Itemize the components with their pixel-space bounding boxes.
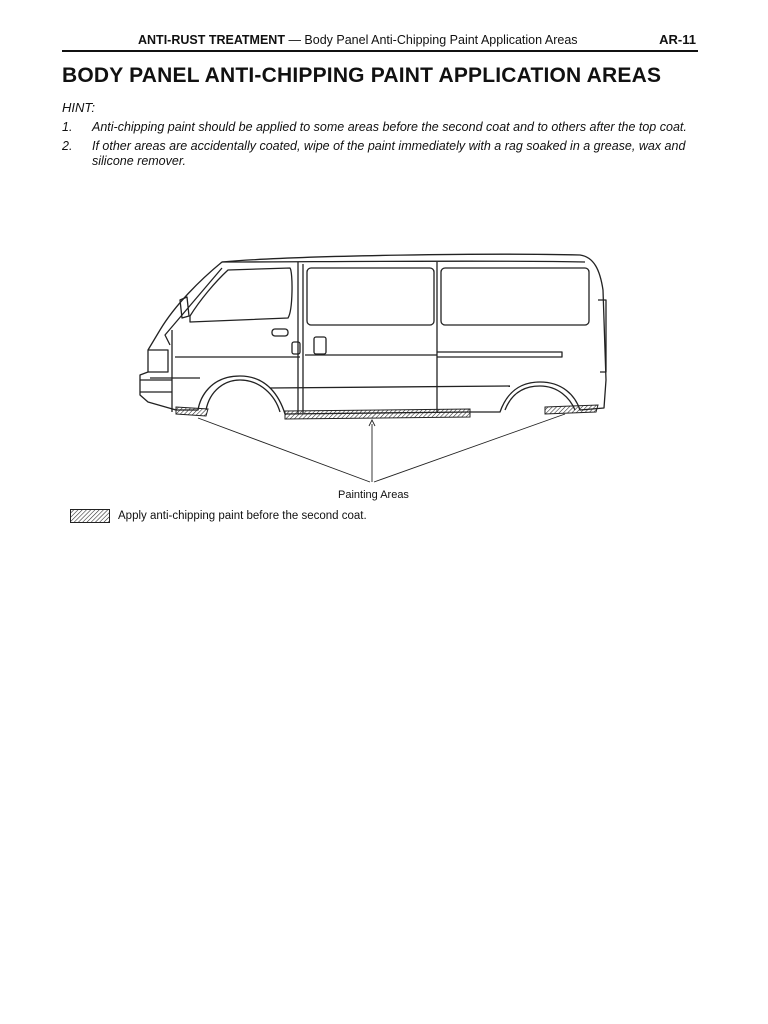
step-text: Anti-chipping paint should be applied to some areas before the second coat and to others after the top coat. <box>92 120 687 134</box>
step-number: 2. <box>62 139 73 153</box>
figure-callout-label: Painting Areas <box>338 489 409 501</box>
legend <box>70 509 367 523</box>
front-bumper <box>140 380 172 392</box>
header-section-bold: ANTI-RUST TREATMENT <box>138 33 285 47</box>
van-body-outline <box>140 254 606 414</box>
door-handle <box>272 329 288 336</box>
legend-text: Apply anti-chipping paint before the second coat. <box>118 510 367 522</box>
page-header <box>62 30 698 52</box>
windshield <box>165 268 222 345</box>
hatch-swatch-icon <box>70 509 110 523</box>
step-text: If other areas are accidentally coated, wipe of the paint immediately with a rag soaked in a grease, wax and silicone remover. <box>92 139 686 168</box>
page-title: BODY PANEL ANTI-CHIPPING PAINT APPLICATION AREAS <box>62 64 662 87</box>
painting-area-rocker <box>285 409 470 419</box>
list-item <box>62 139 712 169</box>
side-window-rear <box>441 268 589 325</box>
step-number: 1. <box>62 120 73 134</box>
page-number: AR-11 <box>659 32 696 47</box>
van-illustration <box>130 245 620 510</box>
header-section-subtitle: — Body Panel Anti-Chipping Paint Application Areas <box>284 33 578 47</box>
header-section-title <box>138 33 578 47</box>
steps-list <box>62 120 712 173</box>
side-molding <box>437 352 562 357</box>
callout-line-rear <box>374 414 565 482</box>
side-window-middle <box>307 268 434 325</box>
painting-area-rear <box>545 405 598 414</box>
slide-handle <box>314 337 326 354</box>
painting-area-front <box>176 407 208 416</box>
list-item <box>62 120 712 135</box>
callout-line-front <box>198 418 370 482</box>
headlight <box>148 350 168 372</box>
hint-label: HINT: <box>62 100 95 115</box>
